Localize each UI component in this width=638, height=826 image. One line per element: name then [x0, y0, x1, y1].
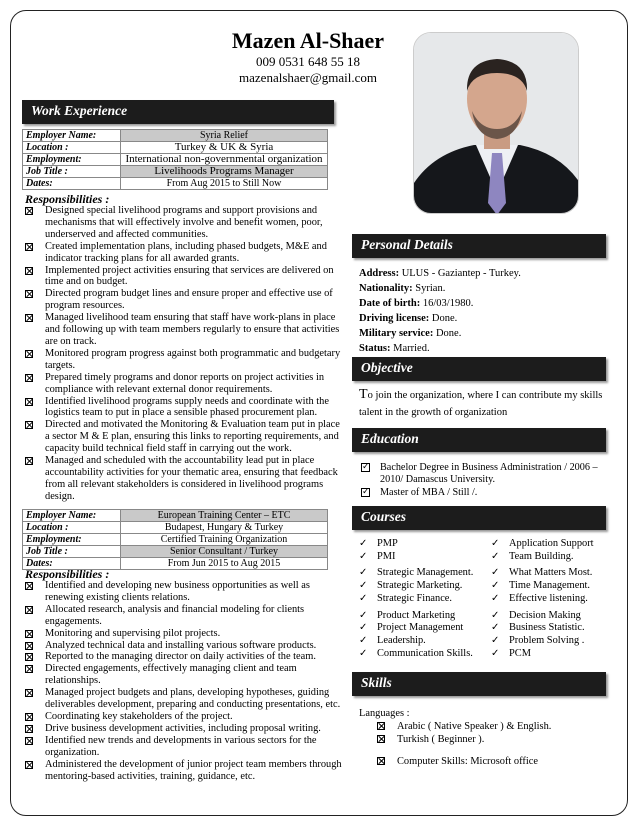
job-value: Senior Consultant / Turkey [121, 546, 328, 558]
job-1-table [22, 129, 328, 190]
job-value: Livelihoods Programs Manager [121, 166, 328, 178]
list-item: Managed project budgets and plans, developing hypotheses, guiding deliverables development, preparing and conducting presentations, etc. [25, 687, 343, 711]
list-item: Directed engagements, effectively managing client and team relationships. [25, 663, 343, 687]
education-list [359, 462, 614, 499]
list-item: ✓ What Matters Most. [491, 567, 609, 580]
list-item: Computer Skills: Microsoft office [377, 755, 614, 768]
personal-details [359, 266, 521, 356]
list-item: ✓ Strategic Finance. [359, 593, 489, 606]
x-box-icon [25, 630, 33, 638]
list-item: Directed and motivated the Monitoring & Evaluation team put in place a sector M & E plan, ensuring this links to reporting requirements, and capacity build technical field staff in carrying out the work. [25, 419, 343, 455]
objective-header: Objective [352, 357, 606, 381]
list-item: Reported to the managing director on daily activities of the team. [25, 651, 343, 663]
list-item: ✓ Master of MBA / Still /. [359, 487, 614, 499]
x-box-icon [25, 653, 33, 661]
job-label: Location : [23, 522, 121, 534]
checked-box-icon [361, 488, 370, 497]
languages-label: Languages : [359, 708, 410, 719]
candidate-name: Mazen Al-Shaer [231, 28, 385, 53]
x-box-icon [25, 207, 33, 215]
x-box-icon [25, 761, 33, 769]
list-item: Allocated research, analysis and financial modeling for clients engagements. [25, 604, 343, 628]
list-item: Analyzed technical data and installing various software products. [25, 640, 343, 652]
list-item: Monitoring and supervising pilot projects. [25, 628, 343, 640]
personal-details-header: Personal Details [352, 234, 606, 258]
x-box-icon [25, 457, 33, 465]
courses-header: Courses [352, 506, 606, 530]
job-label: Location : [23, 142, 121, 154]
list-item: Prepared timely programs and donor reports on project activities in compliance with relevant external donor requirements. [25, 372, 343, 396]
job-label: Job Title : [23, 166, 121, 178]
x-box-icon [25, 290, 33, 298]
checked-box-icon [361, 463, 370, 472]
job-value: European Training Center – ETC [121, 510, 328, 522]
email-address: mazenalshaer@gmail.com [239, 70, 377, 85]
list-item: Identified and developing new business opportunities as well as renewing existing clients relations. [25, 580, 343, 604]
x-box-icon [25, 665, 33, 673]
x-box-icon [25, 314, 33, 322]
list-item: Identified new trends and developments in various sectors for the organization. [25, 735, 343, 759]
profile-photo [413, 32, 579, 214]
work-experience-header: Work Experience [22, 100, 334, 124]
personal-row: Date of birth: 16/03/1980. [359, 298, 474, 309]
skills-block [359, 707, 614, 768]
personal-row: Driving license: Done. [359, 313, 458, 324]
x-box-icon [377, 735, 385, 743]
job-value: From Aug 2015 to Still Now [121, 178, 328, 190]
list-item: ✓ PMI [359, 551, 489, 564]
job-label: Dates: [23, 178, 121, 190]
list-item: Directed program budget lines and ensure proper and effective use of program resources. [25, 288, 343, 312]
list-item: Designed special livelihood programs and support provisions and mechanisms that will effectively involve and benefit women, poor, underserved and affected communities. [25, 205, 343, 241]
job-label: Employment: [23, 534, 121, 546]
job-1-responsibilities [25, 205, 343, 503]
list-item: ✓ Problem Solving . [491, 635, 609, 648]
personal-row: Status: Married. [359, 343, 430, 354]
list-item: ✓ Application Support [491, 538, 609, 551]
list-item: Monitored program progress against both programmatic and budgetary targets. [25, 348, 343, 372]
x-box-icon [25, 737, 33, 745]
list-item: ✓ PCM [491, 648, 609, 661]
job-value: Certified Training Organization [121, 534, 328, 546]
languages-list [377, 720, 614, 768]
personal-row: Military service: Done. [359, 328, 462, 339]
x-box-icon [25, 689, 33, 697]
responsibilities-label: Responsibilities : [25, 567, 110, 581]
list-item: ✓ Time Management. [491, 580, 609, 593]
objective-text: To join the organization, where I can contribute my skills talent in the growth of organization [359, 387, 603, 418]
job-2-table [22, 509, 328, 570]
x-box-icon [377, 722, 385, 730]
x-box-icon [25, 267, 33, 275]
job-label: Employer Name: [23, 510, 121, 522]
list-item: Managed livelihood team ensuring that staff have work-plans in place and following up with team members regularly to ensure that activities are on track. [25, 312, 343, 348]
x-box-icon [377, 757, 385, 765]
x-box-icon [25, 725, 33, 733]
list-item: Drive business development activities, including proposal writing. [25, 723, 343, 735]
x-box-icon [25, 606, 33, 614]
x-box-icon [25, 398, 33, 406]
list-item: Managed and scheduled with the accountability lead put in place accountability activities for your thematic area, ensuring that feedback from all relevant stakeholders is considered in livelihood programs design. [25, 455, 343, 503]
job-value: Budapest, Hungary & Turkey [121, 522, 328, 534]
x-box-icon [25, 713, 33, 721]
personal-row: Nationality: Syrian. [359, 283, 446, 294]
job-value: Turkey & UK & Syria [121, 142, 328, 154]
skills-header: Skills [352, 672, 606, 696]
list-item: ✓ PMP [359, 538, 489, 551]
list-item: ✓ Bachelor Degree in Business Administration / 2006 – 2010/ Damascus University. [359, 462, 614, 486]
list-item: ✓ Leadership. [359, 635, 489, 648]
job-label: Employer Name: [23, 130, 121, 142]
education-header: Education [352, 428, 606, 452]
x-box-icon [25, 374, 33, 382]
list-item: Identified livelihood programs supply needs and coordinate with the logistics team to put in place a sensible phased procurement plan. [25, 396, 343, 420]
list-item: Created implementation plans, including phased budgets, M&E and indicator tracking plans for all awarded grants. [25, 241, 343, 265]
x-box-icon [25, 421, 33, 429]
x-box-icon [25, 642, 33, 650]
x-box-icon [25, 582, 33, 590]
job-label: Employment: [23, 154, 121, 166]
list-item: Turkish ( Beginner ). [377, 733, 614, 746]
list-item: ✓ Strategic Management. [359, 567, 489, 580]
personal-row: Address: ULUS - Gaziantep - Turkey. [359, 268, 521, 279]
job-value: International non-governmental organization [121, 154, 328, 166]
list-item: ✓ Communication Skills. [359, 648, 489, 661]
list-item: ✓ Decision Making [491, 610, 609, 623]
job-value: From Jun 2015 to Aug 2015 [121, 558, 328, 570]
list-item: ✓ Team Building. [491, 551, 609, 564]
list-item: ✓ Product Marketing [359, 610, 489, 623]
list-item: ✓ Strategic Marketing. [359, 580, 489, 593]
list-item: ✓ Business Statistic. [491, 622, 609, 635]
list-item: ✓ Effective listening. [491, 593, 609, 606]
job-2-responsibilities [25, 580, 343, 782]
job-label: Job Title : [23, 546, 121, 558]
list-item: Administered the development of junior project team members through mentoring-based activities, training, guidance, etc. [25, 759, 343, 783]
courses-right [491, 538, 609, 660]
x-box-icon [25, 243, 33, 251]
list-item: Arabic ( Native Speaker ) & English. [377, 720, 614, 733]
list-item: Implemented project activities ensuring that services are delivered on time and on budget. [25, 265, 343, 289]
list-item: Coordinating key stakeholders of the project. [25, 711, 343, 723]
x-box-icon [25, 350, 33, 358]
list-item: ✓ Project Management [359, 622, 489, 635]
courses-left [359, 538, 489, 660]
phone-number: 009 0531 648 55 18 [256, 54, 360, 69]
responsibilities-label: Responsibilities : [25, 192, 110, 206]
job-label: Dates: [23, 558, 121, 570]
job-value: Syria Relief [121, 130, 328, 142]
